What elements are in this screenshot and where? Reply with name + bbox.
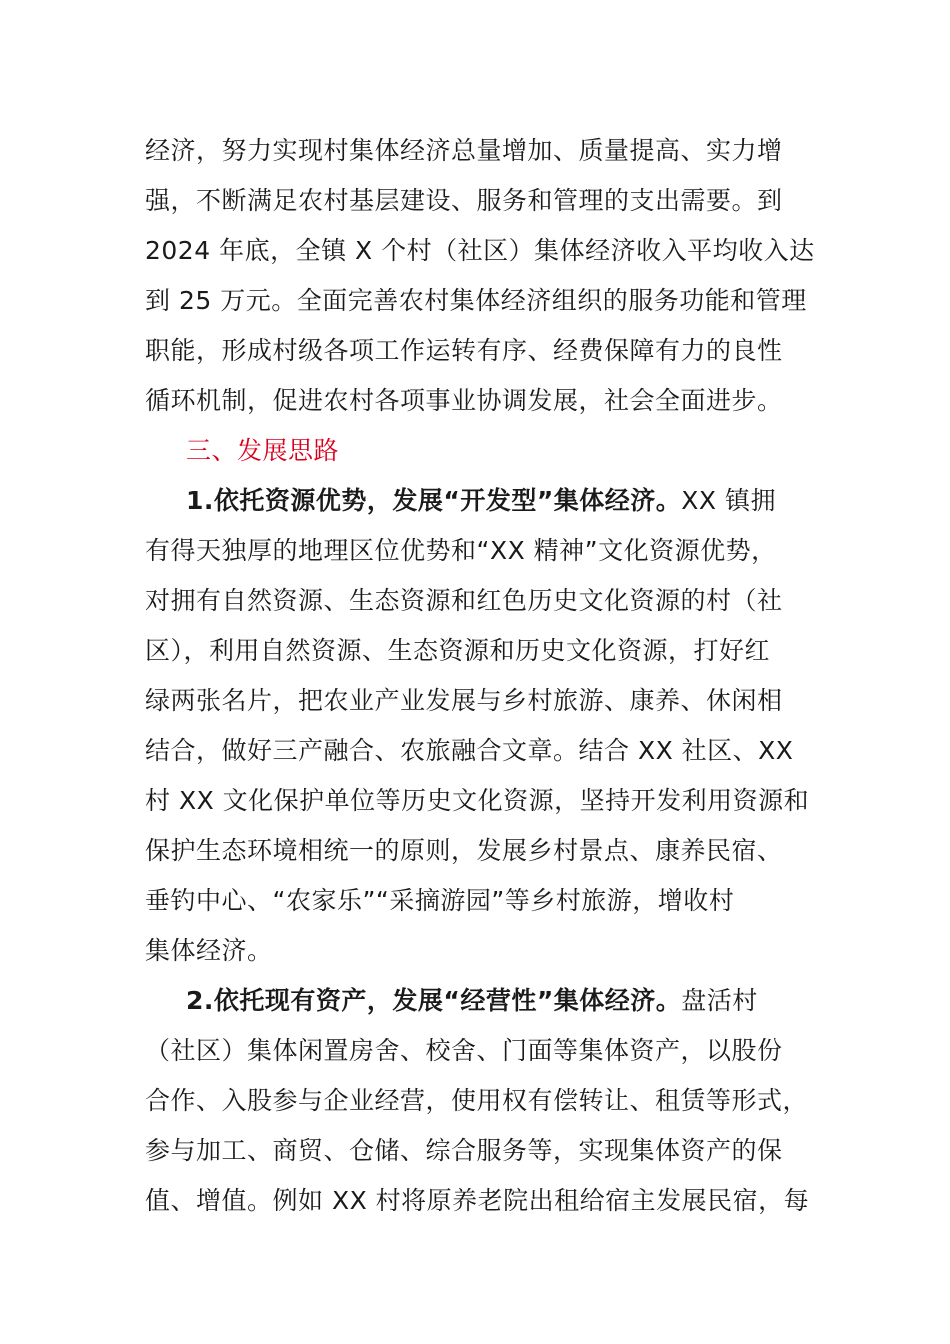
paragraph-line: 强，不断满足农村基层建设、服务和管理的支出需要。到 [145, 186, 783, 215]
paragraph-line: 保护生态环境相统一的原则，发展乡村景点、康养民宿、 [145, 836, 783, 865]
paragraph-line: 绿两张名片，把农业产业发展与乡村旅游、康养、休闲相 [145, 686, 783, 715]
paragraph-line: 合作、入股参与企业经营，使用权有偿转让、租赁等形式， [145, 1086, 809, 1115]
paragraph-line: 结合，做好三产融合、农旅融合文章。结合 XX 社区、XX [145, 736, 794, 765]
paragraph-line: 到 25 万元。全面完善农村集体经济组织的服务功能和管理 [145, 286, 807, 315]
paragraph-line: 有得天独厚的地理区位优势和“XX 精神”文化资源优势， [145, 536, 777, 565]
item-2-first-line [186, 976, 758, 1026]
item-1-first-line-rest: XX 镇拥 [681, 486, 776, 515]
item-2-title: 2.依托现有资产，发展“经营性”集体经济。 [186, 986, 682, 1015]
section-heading: 三、发展思路 [186, 436, 340, 465]
paragraph-line: 垂钓中心、“农家乐”“采摘游园”等乡村旅游，增收村 [145, 886, 735, 915]
paragraph-line: （社区）集体闲置房舍、校舍、门面等集体资产，以股份 [145, 1036, 783, 1065]
paragraph-line: 区），利用自然资源、生态资源和历史文化资源，打好红 [145, 636, 771, 665]
item-1-title: 1.依托资源优势，发展“开发型”集体经济。 [186, 486, 682, 515]
paragraph-line: 集体经济。 [145, 936, 273, 965]
paragraph-line: 参与加工、商贸、仓储、综合服务等，实现集体资产的保 [145, 1136, 783, 1165]
paragraph-line: 值、增值。例如 XX 村将原养老院出租给宿主发展民宿，每 [145, 1186, 810, 1215]
paragraph-line: 2024 年底，全镇 X 个村（社区）集体经济收入平均收入达 [145, 236, 815, 265]
paragraph-line: 循环机制，促进农村各项事业协调发展，社会全面进步。 [145, 386, 783, 415]
paragraph-line: 经济，努力实现村集体经济总量增加、质量提高、实力增 [145, 136, 783, 165]
paragraph-line: 对拥有自然资源、生态资源和红色历史文化资源的村（社 [145, 586, 783, 615]
item-2-first-line-rest: 盘活村 [681, 986, 758, 1015]
paragraph-line: 村 XX 文化保护单位等历史文化资源，坚持开发利用资源和 [145, 786, 810, 815]
item-1-first-line [186, 476, 776, 526]
paragraph-line: 职能，形成村级各项工作运转有序、经费保障有力的良性 [145, 336, 783, 365]
